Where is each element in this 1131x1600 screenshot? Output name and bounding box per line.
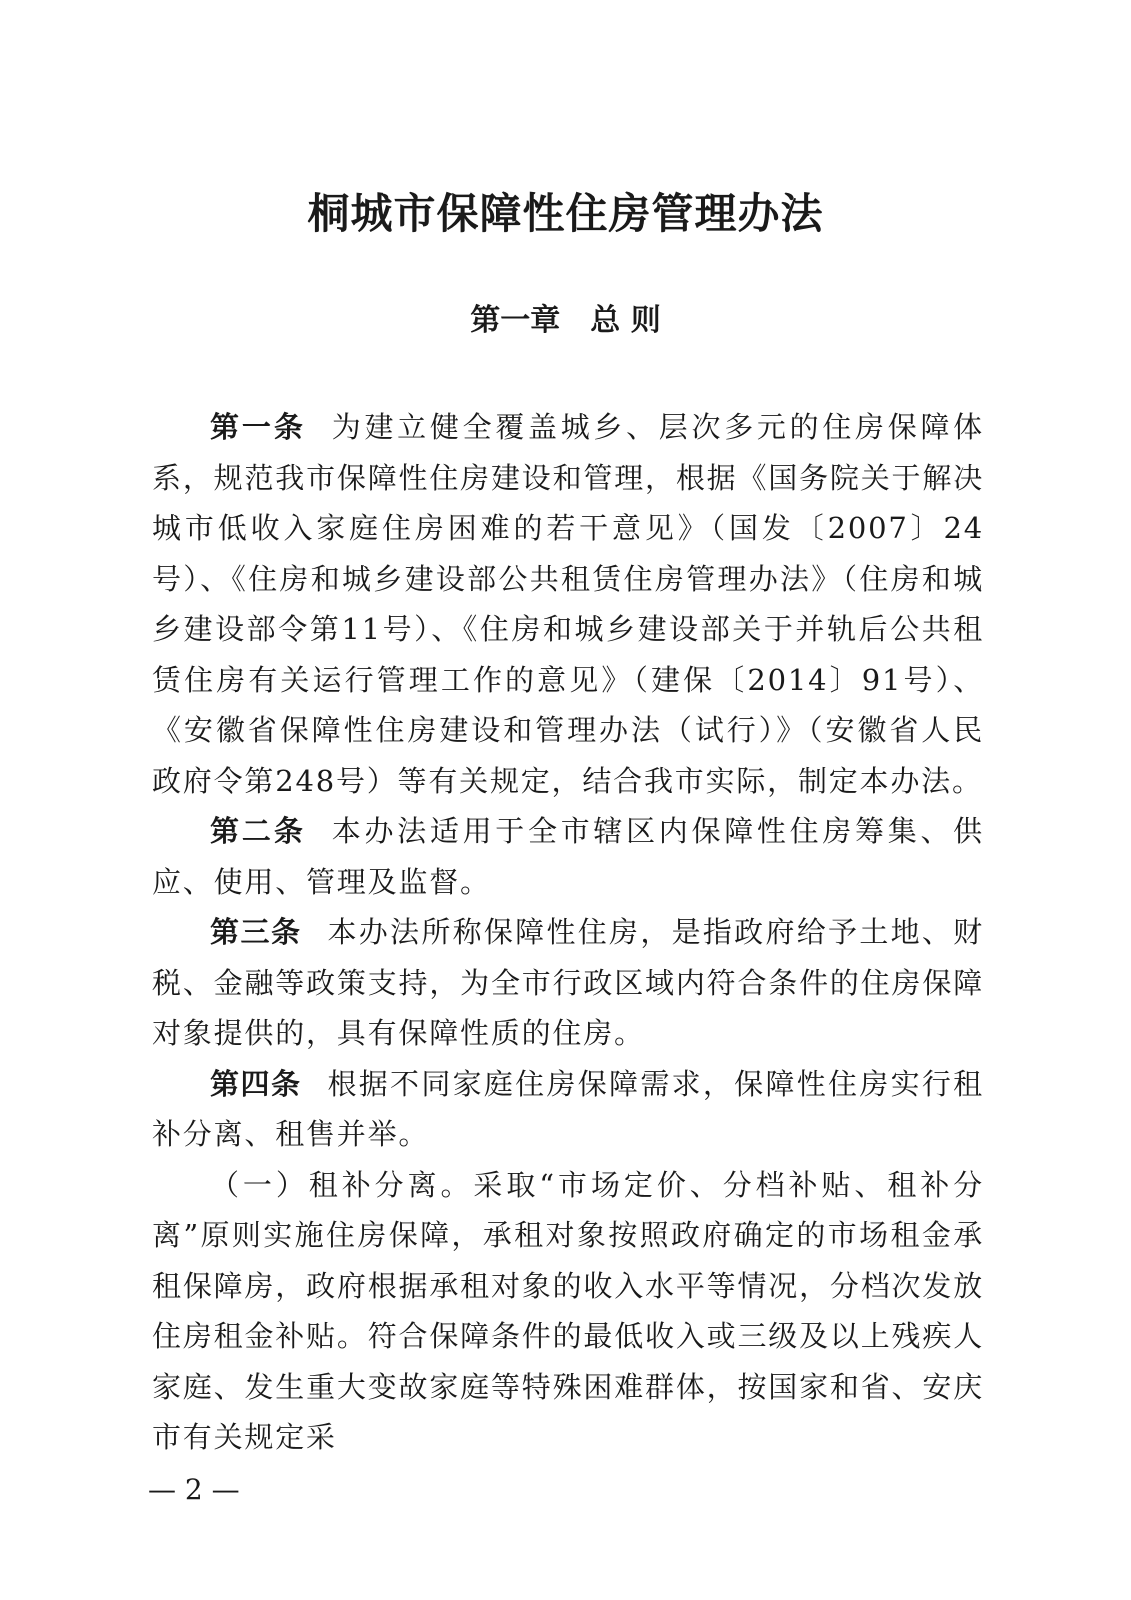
document-body [152,402,984,1463]
article-text: 根据不同家庭住房保障需求，保障性住房实行租补分离、租售并举。 [152,1066,984,1151]
article-3 [152,907,984,1059]
article-2 [152,806,984,907]
document-title: 桐城市保障性住房管理办法 [307,189,824,238]
chapter-heading: 第一章 总 则 [470,303,661,338]
article-text: 本办法适用于全市辖区内保障性住房筹集、供应、使用、管理及监督。 [152,814,984,899]
article-label: 第二条 [210,814,306,848]
article-4 [152,1059,984,1160]
article-label: 第四条 [210,1066,302,1101]
article-label: 第三条 [210,915,302,949]
article-text: 为建立健全覆盖城乡、层次多元的住房保障体系，规范我市保障性住房建设和管理，根据《国务院关于解决城市低收入家庭住房困难的若干意见》（国发〔2007〕24号）、《住房和城乡建设部公共租赁住房管理办法》（住房和城乡建设部令第11号）、《住房和城乡建设部关于并轨后公共租赁住房有关运行管理工作的意见》（建保〔2014〕91号）、《安徽省保障性住房建设和管理办法（试行）》（安徽省人民政府令第248号）等有关规定，结合我市实际，制定本办法。 [152,410,984,798]
article-1 [152,402,984,806]
article-text: 本办法所称保障性住房，是指政府给予土地、财税、金融等政策支持，为全市行政区域内符合条件的住房保障对象提供的，具有保障性质的住房。 [152,915,984,1050]
article-label: 第一条 [210,410,306,444]
clause-1: （一）租补分离。采取“市场定价、分档补贴、租补分离”原则实施住房保障，承租对象按照政府确定的市场租金承租保障房，政府根据承租对象的收入水平等情况，分档次发放住房租金补贴。符合保障条件的最低收入或三级及以上残疾人家庭、发生重大变故家庭等特殊困难群体，按国家和省、安庆市有关规定采 [152,1167,984,1454]
page-number: — 2 — [148,1473,240,1506]
